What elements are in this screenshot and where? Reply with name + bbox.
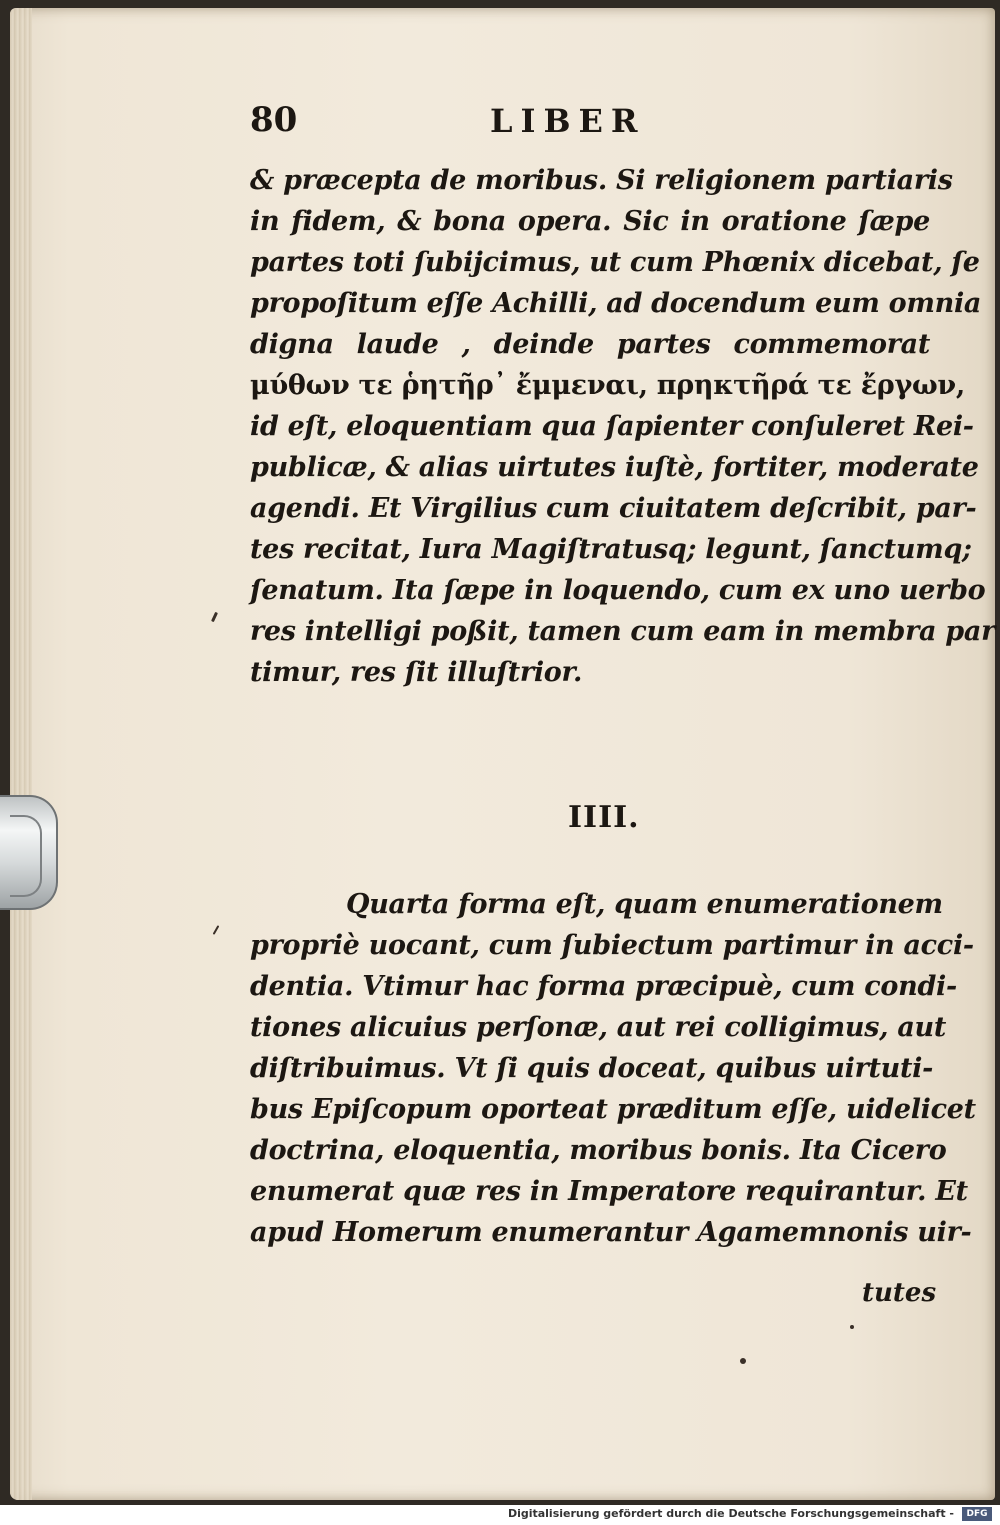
text-line: bus Epiſcopum oporteat præditum eſſe, uidelicet (250, 1094, 976, 1125)
text-line: tiones alicuius perſonæ, aut rei colligimus, aut (250, 1012, 947, 1043)
text-line: id eſt, eloquentiam qua ſapienter conſuleret Rei- (250, 411, 974, 442)
text-line: res intelligi poßit, tamen cum eam in membra par (250, 616, 996, 647)
text-line: ſenatum. Ita ſæpe in loquendo, cum ex uno uerbo (250, 575, 986, 606)
running-head: LIBER (490, 102, 646, 140)
text-line: publicæ, & alias uirtutes iuſtè, fortiter, moderate (250, 452, 979, 483)
page-clip-inner (10, 815, 42, 897)
page-header (250, 100, 680, 146)
text-line: doctrina, eloquentia, moribus bonis. Ita Cicero (250, 1135, 947, 1166)
text-line: apud Homerum enumerantur Agamemnonis uir- (250, 1217, 972, 1248)
text-line: diſtribuimus. Vt ſi quis doceat, quibus uirtuti- (250, 1053, 934, 1084)
text-line: enumerat quæ res in Imperatore requirantur. Et (250, 1176, 968, 1207)
text-line: tes recitat, Iura Magiſtratusq; legunt, ſanctumq; (250, 534, 972, 565)
text-line: propriè uocant, cum ſubiectum partimur in acci- (250, 930, 974, 961)
page-number: 80 (250, 100, 298, 140)
dfg-logo-icon: DFG (962, 1507, 992, 1521)
text-line: Quarta forma eſt, quam enumerationem (346, 889, 943, 920)
text-line: in fidem, & bona opera. Sic in oratione ſæpe (250, 206, 930, 237)
text-line: timur, res ſit illuſtrior. (250, 657, 583, 688)
paragraph-1 (250, 160, 996, 693)
text-line: & præcepta de moribus. Si religionem partiaris (250, 165, 953, 196)
text-line: digna laude , deinde partes commemorat (250, 329, 930, 360)
greek-text-line: μύθων τε ῥητῆρ᾽ ἔμμεναι, πρηκτῆρά τε ἔργων, (250, 370, 965, 401)
ink-speck (850, 1325, 854, 1329)
ink-speck (740, 1358, 746, 1364)
page-clip (0, 795, 58, 910)
section-heading: IIII. (568, 800, 640, 835)
page-edge (10, 8, 32, 1500)
text-line: partes toti ſubijcimus, ut cum Phœnix dicebat, ſe (250, 247, 980, 278)
footer-credit: Digitalisierung gefördert durch die Deutsche Forschungsgemeinschaft - (507, 1507, 954, 1520)
text-line: propoſitum eſſe Achilli, ad docendum eum omnia (250, 288, 982, 319)
text-line: dentia. Vtimur hac forma præcipuè, cum condi- (250, 971, 957, 1002)
catchword: tutes (862, 1278, 937, 1308)
text-line: agendi. Et Virgilius cum ciuitatem deſcribit, par- (250, 493, 977, 524)
paragraph-2 (250, 884, 976, 1253)
